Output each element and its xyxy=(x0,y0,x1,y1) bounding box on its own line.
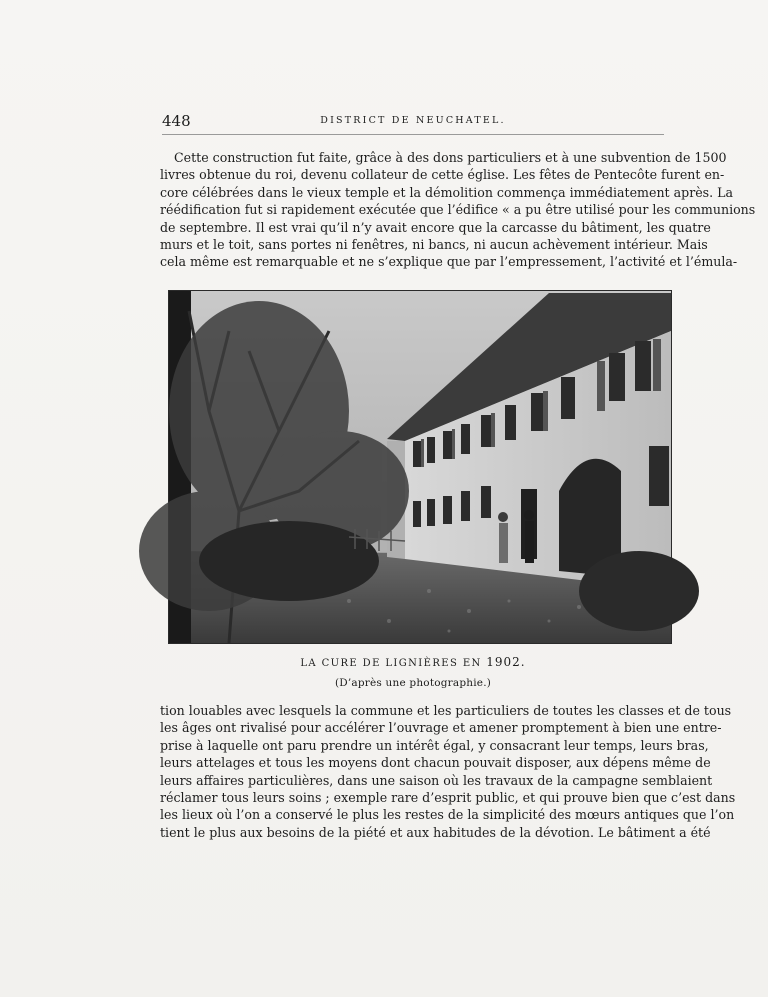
paragraph-1 xyxy=(160,149,756,271)
running-head: DISTRICT DE NEUCHATEL. xyxy=(320,115,506,126)
text-line: core célébrées dans le vieux temple et la démolition commença immédiatement après. La xyxy=(160,184,734,200)
text-line: livres obtenue du roi, devenu collateur de cette église. Les fêtes de Pentecôte furent en- xyxy=(160,167,725,183)
text-line: Cette construction fut faite, grâce à des dons particuliers et à une subvention de 1500 xyxy=(174,150,727,165)
text-line: de septembre. Il est vrai qu’il n’y avait encore que la carcasse du bâtiment, les quatre xyxy=(160,219,711,235)
photograph-cure-de-lignieres xyxy=(168,290,672,644)
text-line: prise à laquelle ont paru prendre un intérêt égal, y consacrant leur temps, leurs bras, xyxy=(160,737,709,753)
figure-caption-source: (D’après une photographie.) xyxy=(334,677,492,689)
caption-title: LA CURE DE LIGNIÈRES EN xyxy=(300,658,482,669)
caption-year: 1902. xyxy=(486,655,526,669)
text-line: les âges ont rivalisé pour accélérer l’ouvrage et amener promptement à bien une entre- xyxy=(160,720,722,736)
text-line: murs et le toit, sans portes ni fenêtres, ni bancs, ni aucun achèvement intérieur. Mais xyxy=(160,236,708,252)
text-line: les lieux où l’on a conservé le plus les restes de la simplicité des mœurs antiques que l’on xyxy=(160,807,735,823)
text-line: leurs attelages et tous les moyens dont chacun pouvait disposer, aux dépens même de xyxy=(160,755,711,771)
text-line: réédification fut si rapidement exécutée que l’édifice « a pu être utilisé pour les communions xyxy=(160,202,756,218)
figure-caption xyxy=(160,655,666,669)
text-line: cela même est remarquable et ne s’explique que par l’empressement, l’activité et l’émula- xyxy=(160,254,738,270)
text-line: tient le plus aux besoins de la piété et aux habitudes de la dévotion. Le bâtiment a été xyxy=(160,824,711,840)
page-header xyxy=(162,112,664,135)
photo-illustration xyxy=(169,291,671,643)
text-line: tion louables avec lesquels la commune et les particuliers de toutes les classes et de tous xyxy=(160,703,732,718)
page-number: 448 xyxy=(162,112,191,130)
text-line: réclamer tous leurs soins ; exemple rare d’esprit public, et qui prouve bien que c’est dans xyxy=(160,789,736,805)
text-line: leurs affaires particulières, dans une saison où les travaux de la campagne semblaient xyxy=(160,772,713,788)
paragraph-2 xyxy=(160,702,736,841)
